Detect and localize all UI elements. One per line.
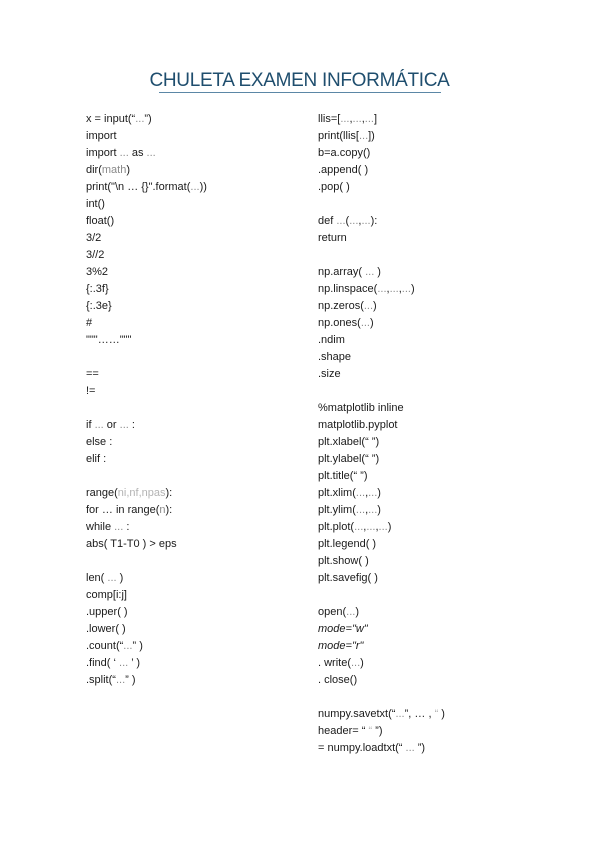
code-segment: ...: [119, 657, 129, 669]
code-segment: :: [123, 521, 130, 533]
code-segment: ...: [395, 708, 405, 720]
code-segment: .lower( ): [86, 623, 126, 635]
code-segment: ...: [358, 130, 369, 142]
code-segment: {:.3e}: [86, 300, 112, 312]
code-segment: ...: [378, 521, 388, 533]
code-segment: ...: [115, 674, 126, 686]
code-line: [318, 349, 445, 366]
code-segment: ni,nf,npas: [117, 487, 166, 499]
code-line: [86, 162, 207, 179]
code-segment: ): [438, 708, 445, 720]
code-segment: mode="r": [318, 640, 364, 652]
code-segment: ,: [386, 283, 390, 295]
code-segment: .pop( ): [318, 181, 350, 193]
code-segment: ...: [135, 113, 145, 125]
code-segment: “: [368, 725, 373, 737]
code-segment: ...: [401, 283, 411, 295]
code-line: [318, 315, 445, 332]
code-segment: ): [410, 283, 415, 295]
code-segment: ...: [361, 215, 371, 227]
code-segment: if: [86, 419, 95, 431]
code-segment: .shape: [318, 351, 352, 363]
code-segment: int(): [86, 198, 105, 210]
code-line: [318, 400, 445, 417]
code-line: [86, 434, 207, 451]
code-line: [86, 264, 207, 281]
blank-line: [318, 383, 445, 400]
code-line: [318, 366, 445, 383]
code-segment: ,: [363, 521, 367, 533]
code-line: [318, 468, 445, 485]
code-line: [86, 247, 207, 264]
code-line: [318, 740, 445, 757]
code-segment: len(: [86, 572, 108, 584]
code-line: [318, 604, 445, 621]
code-line: [318, 672, 445, 689]
code-line: [86, 587, 207, 604]
code-line: [318, 485, 445, 502]
code-segment: ”): [414, 742, 426, 754]
code-segment: ...: [94, 419, 104, 431]
code-segment: comp[i:j]: [86, 589, 127, 601]
code-segment: ]): [368, 130, 375, 142]
code-segment: ...: [336, 215, 346, 227]
code-segment: else :: [86, 436, 113, 448]
code-segment: ,: [361, 113, 365, 125]
code-line: [86, 366, 207, 383]
code-line: [86, 451, 207, 468]
code-segment: ,: [375, 521, 379, 533]
code-segment: np.array(: [318, 266, 366, 278]
code-segment: float(): [86, 215, 115, 227]
code-segment: . write(: [318, 657, 351, 669]
code-line: [318, 553, 445, 570]
blank-line: [318, 587, 445, 604]
code-line: [86, 230, 207, 247]
code-line: [86, 298, 207, 315]
code-segment: ...: [346, 606, 356, 618]
code-segment: plt.legend( ): [318, 538, 377, 550]
code-segment: ...: [349, 215, 359, 227]
code-segment: (: [345, 215, 350, 227]
code-line: [86, 128, 207, 145]
code-segment: ”): [372, 725, 383, 737]
code-segment: = numpy.loadtxt(“: [318, 742, 406, 754]
code-line: [318, 706, 445, 723]
code-segment: ...: [123, 640, 133, 652]
code-line: [318, 162, 445, 179]
code-segment: dir(: [86, 164, 102, 176]
blank-line: [86, 553, 207, 570]
code-segment: ,: [398, 283, 402, 295]
code-line: [318, 570, 445, 587]
code-segment: ...: [363, 300, 374, 312]
code-segment: ]: [373, 113, 378, 125]
code-segment: :: [128, 419, 135, 431]
code-segment: ...: [377, 283, 387, 295]
code-segment: ): [369, 317, 374, 329]
code-segment: ): [373, 300, 377, 312]
code-line: [86, 570, 207, 587]
code-segment: ,: [349, 113, 353, 125]
code-segment: ,: [365, 487, 369, 499]
code-segment: ...: [366, 521, 376, 533]
code-segment: plt.ylabel(“ ”): [318, 453, 380, 465]
code-segment: """……""": [86, 334, 132, 346]
code-line: [86, 655, 207, 672]
code-line: [318, 502, 445, 519]
code-line: [86, 111, 207, 128]
code-segment: .find( ‘: [86, 657, 120, 669]
code-segment: ): [387, 521, 392, 533]
code-segment: #: [86, 317, 93, 329]
code-segment: 3//2: [86, 249, 105, 261]
code-segment: ...: [355, 504, 366, 516]
code-segment: ):: [165, 487, 173, 499]
code-segment: ...: [119, 419, 129, 431]
blank-line: [86, 400, 207, 417]
code-segment: while: [86, 521, 115, 533]
code-segment: ): [116, 572, 124, 584]
code-segment: 3%2: [86, 266, 109, 278]
code-segment: plt.title(“ ”): [318, 470, 368, 482]
code-line: [318, 417, 445, 434]
code-line: [318, 230, 445, 247]
code-line: [318, 298, 445, 315]
code-line: [86, 315, 207, 332]
code-line: [86, 519, 207, 536]
code-segment: ...: [340, 113, 350, 125]
code-segment: for … in range(: [86, 504, 160, 516]
code-segment: ): [374, 266, 381, 278]
code-segment: ...: [354, 521, 364, 533]
code-line: [318, 179, 445, 196]
code-segment: elif :: [86, 453, 107, 465]
code-line: [318, 264, 445, 281]
code-segment: plt.show( ): [318, 555, 369, 567]
blank-line: [86, 349, 207, 366]
code-segment: abs( T1-T0 ) > eps: [86, 538, 177, 550]
code-line: [318, 723, 445, 740]
code-segment: import: [86, 147, 120, 159]
code-segment: as: [128, 147, 147, 159]
code-segment: header= “: [318, 725, 369, 737]
code-line: [86, 332, 207, 349]
blank-line: [86, 468, 207, 485]
code-line: [86, 145, 207, 162]
blank-line: [318, 247, 445, 264]
code-segment: plt.plot(: [318, 521, 355, 533]
code-segment: def: [318, 215, 337, 227]
code-line: [318, 434, 445, 451]
code-segment: ): [126, 164, 131, 176]
code-segment: .ndim: [318, 334, 345, 346]
code-segment: .upper( ): [86, 606, 128, 618]
code-segment: print("\n … {}".format(: [86, 181, 191, 193]
code-line: [86, 485, 207, 502]
code-segment: . close(): [318, 674, 358, 686]
code-segment: ...: [114, 521, 124, 533]
code-segment: plt.xlim(: [318, 487, 356, 499]
code-line: [86, 536, 207, 553]
code-line: [86, 196, 207, 213]
code-segment: print(llis[: [318, 130, 359, 142]
code-segment: n: [159, 504, 166, 516]
code-segment: ):: [165, 504, 173, 516]
code-segment: ): [355, 606, 359, 618]
code-line: [86, 417, 207, 434]
code-segment: ...: [355, 487, 366, 499]
code-segment: ):: [370, 215, 378, 227]
code-segment: !=: [86, 385, 96, 397]
code-segment: “: [434, 708, 439, 720]
code-segment: ’ ): [128, 657, 140, 669]
code-segment: {:.3f}: [86, 283, 109, 295]
right-column: [318, 111, 445, 757]
code-segment: plt.ylim(: [318, 504, 356, 516]
code-segment: ...: [389, 283, 399, 295]
code-segment: ...: [146, 147, 156, 159]
blank-line: [318, 689, 445, 706]
code-segment: ...: [405, 742, 415, 754]
code-segment: ...: [365, 266, 375, 278]
code-segment: ...: [364, 113, 374, 125]
code-segment: ,: [365, 504, 369, 516]
code-segment: ...: [352, 113, 362, 125]
code-segment: return: [318, 232, 347, 244]
code-line: [86, 621, 207, 638]
code-segment: .append( ): [318, 164, 369, 176]
code-line: [318, 128, 445, 145]
code-segment: ): [360, 657, 364, 669]
code-line: [318, 145, 445, 162]
code-segment: %matplotlib inline: [318, 402, 404, 414]
code-line: [318, 621, 445, 638]
code-segment: or: [103, 419, 120, 431]
code-segment: ): [377, 504, 381, 516]
code-line: [318, 638, 445, 655]
blank-line: [318, 196, 445, 213]
code-segment: b=a.copy(): [318, 147, 371, 159]
code-segment: ==: [86, 368, 99, 380]
code-line: [318, 111, 445, 128]
code-segment: range(: [86, 487, 118, 499]
code-segment: ...: [190, 181, 200, 193]
code-segment: ...: [119, 147, 129, 159]
code-line: [318, 536, 445, 553]
code-segment: open(: [318, 606, 347, 618]
code-segment: matplotlib.pyplot: [318, 419, 398, 431]
code-segment: mode="w": [318, 623, 368, 635]
code-segment: np.zeros(: [318, 300, 364, 312]
code-line: [86, 179, 207, 196]
code-segment: plt.xlabel(“ ”): [318, 436, 380, 448]
code-segment: )): [199, 181, 207, 193]
code-segment: np.ones(: [318, 317, 361, 329]
code-segment: plt.savefig( ): [318, 572, 378, 584]
code-line: [318, 213, 445, 230]
code-segment: np.linspace(: [318, 283, 378, 295]
code-segment: ,: [358, 215, 362, 227]
code-segment: x = input(“: [86, 113, 136, 125]
code-segment: math: [101, 164, 127, 176]
code-line: [318, 451, 445, 468]
code-segment: .count(“: [86, 640, 124, 652]
code-line: [86, 383, 207, 400]
code-segment: llis=[: [318, 113, 341, 125]
code-segment: ” ): [132, 640, 143, 652]
code-segment: .split(“: [86, 674, 116, 686]
code-segment: ” ): [125, 674, 136, 686]
code-segment: import: [86, 130, 117, 142]
code-segment: ...: [368, 487, 378, 499]
code-line: [86, 638, 207, 655]
code-segment: ...: [351, 657, 361, 669]
code-segment: ...: [360, 317, 370, 329]
code-segment: ...: [368, 504, 378, 516]
code-line: [86, 502, 207, 519]
code-line: [318, 332, 445, 349]
code-segment: numpy.savetxt(“: [318, 708, 396, 720]
code-segment: ): [377, 487, 381, 499]
page-title: CHULETA EXAMEN INFORMÁTICA: [149, 70, 450, 91]
code-line: [318, 281, 445, 298]
code-line: [86, 604, 207, 621]
code-line: [318, 519, 445, 536]
left-column: [86, 111, 207, 689]
code-line: [86, 213, 207, 230]
code-line: [86, 281, 207, 298]
title-underline: [159, 92, 441, 93]
code-segment: 3/2: [86, 232, 102, 244]
code-segment: .size: [318, 368, 341, 380]
code-line: [86, 672, 207, 689]
code-line: [318, 655, 445, 672]
code-segment: ...: [107, 572, 117, 584]
code-segment: ”): [144, 113, 152, 125]
code-segment: ”, … ,: [404, 708, 435, 720]
